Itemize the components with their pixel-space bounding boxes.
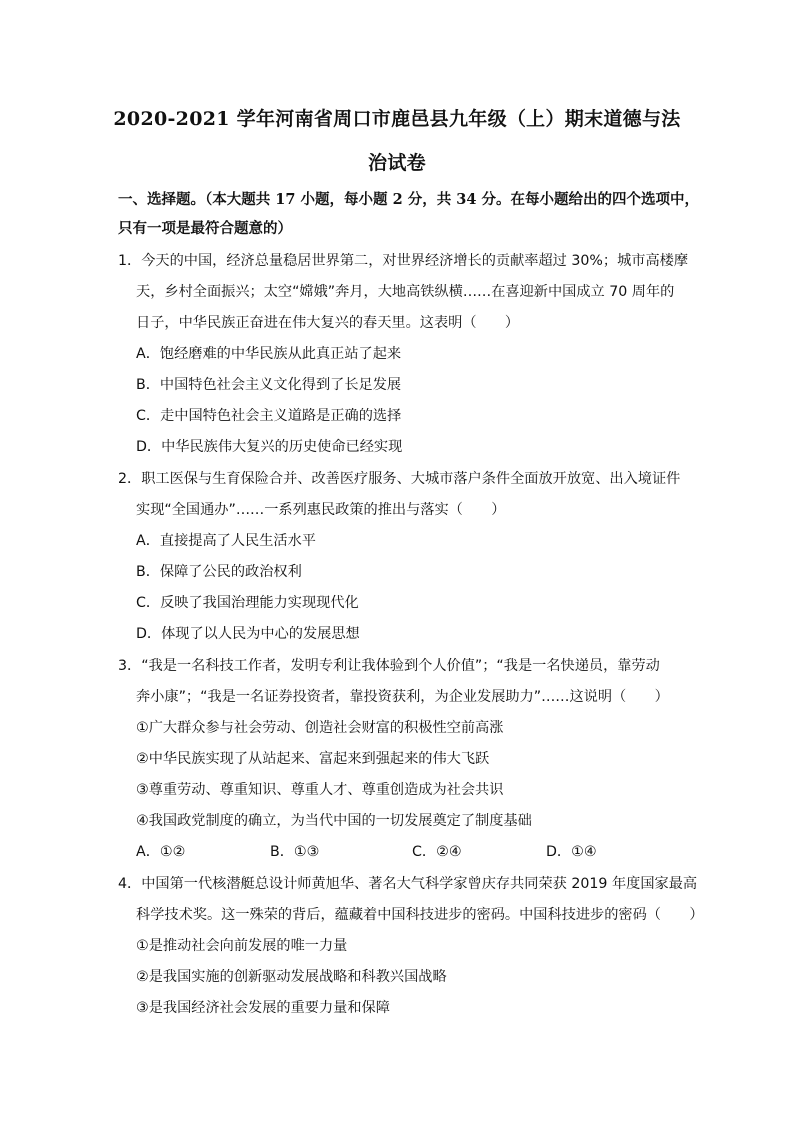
q4-stem-line-2: 科学技术奖。这一殊荣的背后，蕴藏着中国科技进步的密码。中国科技进步的密码（ ） [136,907,704,923]
q1-option-b: B．中国特色社会主义文化得到了长足发展 [136,377,402,393]
q3-item-3: ③尊重劳动、尊重知识、尊重人才、尊重创造成为社会共识 [136,782,504,798]
q3-stem-line-1: 3．“我是一名科技工作者，发明专利让我体验到个人价值”；“我是一名快递员，靠劳动 [118,658,660,674]
q1-stem-line-1: 1．今天的中国，经济总量稳居世界第二，对世界经济增长的贡献率超过 30%；城市高楼摩 [118,253,689,269]
q3-option-a: A．①② [136,844,186,860]
q2-stem-line-1: 2．职工医保与生育保险合并、改善医疗服务、大城市落户条件全面放开放宽、出入境证件 [118,471,681,487]
q3-options-row [136,841,656,861]
q2-option-b: B．保障了公民的政治权利 [136,564,302,580]
q3-item-1: ①广大群众参与社会劳动、创造社会财富的积极性空前高涨 [136,720,504,736]
q3-item-2: ②中华民族实现了从站起来、富起来到强起来的伟大飞跃 [136,751,490,767]
q4-stem-line-1: 4．中国第一代核潜艇总设计师黄旭华、著名大气科学家曾庆存共同荣获 2019 年度国家最高 [118,876,698,892]
q2-option-c: C．反映了我国治理能力实现现代化 [136,595,359,611]
q2-stem-line-2: 实现“全国通办”……一系列惠民政策的推出与落实（ ） [136,502,506,518]
q2-option-a: A．直接提高了人民生活水平 [136,533,316,549]
exam-title-line-1: 2020-2021 学年河南省周口市鹿邑县九年级（上）期末道德与法 [113,108,681,130]
q4-item-2: ②是我国实施的创新驱动发展战略和科教兴国战略 [136,969,447,985]
q1-option-a: A．饱经磨难的中华民族从此真正站了起来 [136,346,402,362]
q3-option-d: D．①④ [546,844,597,860]
q1-option-d: D．中华民族伟大复兴的历史使命已经实现 [136,439,403,455]
q1-stem-line-3: 日子，中华民族正奋进在伟大复兴的春天里。这表明（ ） [136,315,520,331]
q3-option-c: C．②④ [412,844,462,860]
q1-stem-line-2: 天，乡村全面振兴；太空“嫦娥”奔月，大地高铁纵横……在喜迎新中国成立 70 周年的 [136,284,675,300]
q3-item-4: ④我国政党制度的确立，为当代中国的一切发展奠定了制度基础 [136,813,532,829]
q2-option-d: D．体现了以人民为中心的发展思想 [136,626,360,642]
section-heading-line-2: 只有一项是最符合题意的） [118,220,292,237]
q3-stem-line-2: 奔小康”；“我是一名证券投资者，靠投资获利，为企业发展助力”……这说明（ ） [136,689,669,705]
q3-option-b: B．①③ [270,844,320,860]
q4-item-3: ③是我国经济社会发展的重要力量和保障 [136,1000,390,1016]
q4-item-1: ①是推动社会向前发展的唯一力量 [136,938,348,954]
q1-option-c: C．走中国特色社会主义道路是正确的选择 [136,408,402,424]
section-heading-line-1: 一、选择题。（本大题共 17 小题，每小题 2 分，共 34 分。在每小题给出的四个选项中， [118,191,699,208]
exam-title-line-2: 治试卷 [368,152,426,174]
